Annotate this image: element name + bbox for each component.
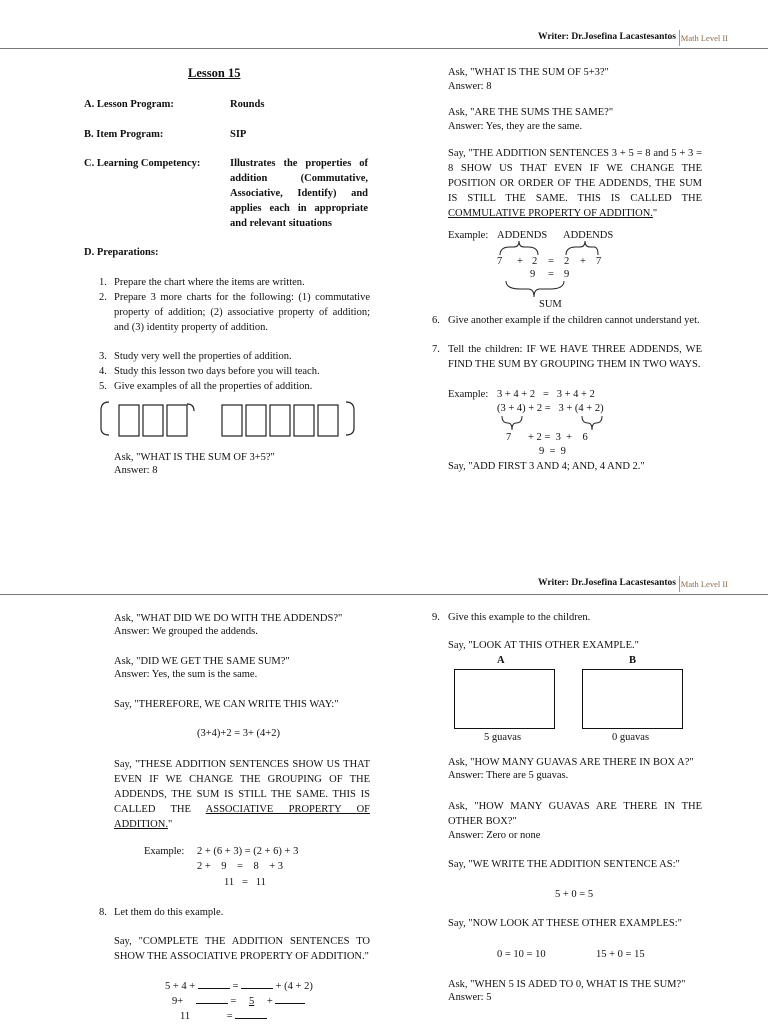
prep-num: 2.: [99, 292, 107, 303]
ask-sum-5-3: Ask, "WHAT IS THE SUM OF 5+3?": [448, 67, 609, 78]
writer-credit: Writer: Dr.Josefina Lacastesantos: [538, 32, 676, 42]
box-b: [582, 669, 683, 729]
level-label: Math Level II: [680, 579, 728, 589]
quote-end: ": [652, 208, 658, 219]
commutative-text: Say, "THE ADDITION SENTENCES 3 + 5 = 8 and 5 + 3 = 8 SHOW US THAT EVEN IF WE CHANGE THE POSITION OR ORDER OF THE ADDENDS, THE SUM IS STILL THE SAME. THIS IS CALLED THE: [448, 148, 702, 204]
item-7: Tell the children: IF WE HAVE THREE ADDENDS, WE FIND THE SUM BY GROUPING THEM IN TWO WAYS.: [448, 344, 702, 370]
assoc-formula: (3+4)+2 = 3+ (4+2): [197, 728, 280, 739]
prep-item: Study this lesson two days before you will teach.: [114, 366, 320, 377]
expr-term: 9: [564, 269, 570, 280]
example-label: Example:: [448, 230, 489, 241]
item-program-label: B. Item Program:: [84, 129, 164, 140]
item-num: 7.: [432, 344, 440, 355]
exercise-term: =: [232, 981, 239, 992]
prep-num: 1.: [99, 277, 107, 288]
addends-label: ADDENDS: [563, 230, 614, 241]
expr-term: 2: [564, 256, 570, 267]
prep-item: Give examples of all the properties of addition.: [114, 381, 313, 392]
addends-label: ADDENDS: [497, 230, 548, 241]
exercise-term: =: [230, 996, 237, 1007]
preparations-label: D. Preparations:: [84, 247, 159, 258]
prep-item: Prepare the chart where the items are written.: [114, 277, 305, 288]
expr-term: 7: [596, 256, 602, 267]
item-num: 6.: [432, 315, 440, 326]
ask-5-plus-0: Ask, "WHEN 5 IS ADED TO 0, WHAT IS THE SUM?": [448, 979, 686, 990]
blank-field[interactable]: [198, 978, 230, 989]
exercise-term: 9+: [172, 996, 184, 1007]
blank-field[interactable]: [196, 993, 228, 1004]
blank-field[interactable]: [235, 1008, 267, 1019]
expr-term: +: [580, 256, 586, 267]
exercise-line-2: [172, 993, 305, 1008]
lesson-program-value: Rounds: [230, 99, 265, 110]
example-label: Example:: [144, 846, 185, 857]
say-therefore: Say, "THEREFORE, WE CAN WRITE THIS WAY:": [114, 699, 339, 710]
ask-sum-3-5: Ask, "WHAT IS THE SUM OF 3+5?": [114, 452, 275, 463]
exercise-line-1: [165, 978, 313, 993]
expr-term: +: [517, 256, 523, 267]
example3-line-2: 2 + 9 = 8 + 3: [197, 861, 284, 872]
associative-text: Say, "THESE ADDITION SENTENCES SHOW US THAT EVEN IF WE CHANGE THE GROUPING OF THE ADDENDS, THE SUM IS STILL THE SAME. THIS IS CALLED THE: [114, 759, 370, 815]
writer-credit: Writer: Dr.Josefina Lacastesantos: [538, 578, 676, 588]
level-label: Math Level II: [680, 33, 728, 43]
answer-8: Answer: 8: [114, 465, 158, 476]
box-a: [454, 669, 555, 729]
exercise-given: 5: [248, 996, 255, 1007]
expr-term: 2: [532, 256, 538, 267]
prep-item: Study very well the properties of addition.: [114, 351, 292, 362]
answer-5: Answer: 5: [448, 992, 492, 1003]
expr-term: 9: [530, 269, 536, 280]
say-look: Say, "LOOK AT THIS OTHER EXAMPLE.": [448, 640, 639, 651]
associative-term: ASSOCIATIVE PROPERTY OF ADDITION.: [114, 804, 370, 830]
example3-line-3: 11 = 11: [224, 877, 266, 888]
assoc-line-2: (3 + 4) + 2 = 3 + (4 + 2): [497, 403, 604, 414]
exercise-term: 5 + 4 +: [165, 981, 196, 992]
prep-num: 5.: [99, 381, 107, 392]
item-num: 8.: [99, 907, 107, 918]
say-other-examples: Say, "NOW LOOK AT THESE OTHER EXAMPLES:": [448, 918, 682, 929]
item-program-value: SIP: [230, 129, 247, 140]
prep-num: 4.: [99, 366, 107, 377]
blank-field[interactable]: [275, 993, 305, 1004]
box-a-label: A: [497, 655, 505, 666]
exercise-term: + (4 + 2): [275, 981, 313, 992]
blank-field[interactable]: [241, 978, 273, 989]
assoc-line-1: 3 + 4 + 2 = 3 + 4 + 2: [497, 389, 595, 400]
quote-end: ": [167, 819, 173, 830]
lesson-title: Lesson 15: [188, 66, 241, 80]
equation-5-0: 5 + 0 = 5: [555, 889, 594, 900]
expr-term: 7: [497, 256, 503, 267]
say-write: Say, "WE WRITE THE ADDITION SENTENCE AS:": [448, 859, 680, 870]
example-label: Example:: [448, 389, 489, 400]
example3-line-1: 2 + (6 + 3) = (2 + 6) + 3: [197, 846, 299, 857]
answer-same: Answer: Yes, they are the same.: [448, 121, 583, 132]
ask-other-box: Ask, "HOW MANY GUAVAS ARE THERE IN THE OTHER BOX?": [448, 801, 702, 827]
item-num: 9.: [432, 612, 440, 623]
answer-8: Answer: 8: [448, 81, 492, 92]
expr-term: =: [548, 269, 554, 280]
equation-0-10: 0 = 10 = 10: [497, 949, 546, 960]
assoc-line-3a: 7: [506, 432, 512, 443]
exercise-line-3: [180, 1008, 267, 1023]
expr-term: =: [548, 256, 554, 267]
ask-same-sum: Ask, "DID WE GET THE SAME SUM?": [114, 656, 290, 667]
say-add-first: Say, "ADD FIRST 3 AND 4; AND, 4 AND 2.": [448, 461, 645, 472]
competency-value: Illustrates the properties of addition (Commutative, Associative, Identify) and applies each in appropriate and relevant situations: [230, 158, 368, 229]
ask-box-a: Ask, "HOW MANY GUAVAS ARE THERE IN BOX A?": [448, 757, 694, 768]
box-b-caption: 0 guavas: [612, 732, 650, 743]
associative-explanation: [114, 757, 370, 832]
prep-num: 3.: [99, 351, 107, 362]
commutative-term: COMMULATIVE PROPERTY OF ADDITION.: [448, 208, 653, 219]
lesson-program-label: A. Lesson Program:: [84, 99, 174, 110]
sum-label: SUM: [539, 299, 562, 310]
item-8: Let them do this example.: [114, 907, 224, 918]
assoc-line-3b: + 2 = 3 + 6: [528, 432, 588, 443]
prep-item: Prepare 3 more charts for the following: (1) commutative property of addition; (2) associative property of addition; and (3) identity property of addition.: [114, 292, 370, 333]
competency-label: C. Learning Competency:: [84, 158, 201, 169]
item-6: Give another example if the children cannot understand yet.: [448, 315, 700, 326]
box-a-caption: 5 guavas: [484, 732, 522, 743]
assoc-line-4: 9 = 9: [539, 446, 566, 457]
exercise-term: =: [226, 1011, 233, 1022]
say-complete: Say, "COMPLETE THE ADDITION SENTENCES TO SHOW THE ASSOCIATIVE PROPERTY OF ADDITION.": [114, 936, 370, 962]
exercise-term: 11: [180, 1011, 191, 1022]
answer-5-guavas: Answer: There are 5 guavas.: [448, 770, 569, 781]
box-b-label: B: [629, 655, 637, 666]
page-header: [0, 574, 768, 595]
answer-zero: Answer: Zero or none: [448, 830, 541, 841]
answer-grouped: Answer: We grouped the addends.: [114, 626, 258, 637]
equation-15-0: 15 + 0 = 15: [596, 949, 645, 960]
ask-addends: Ask, "WHAT DID WE DO WITH THE ADDENDS?": [114, 613, 343, 624]
item-9: Give this example to the children.: [448, 612, 591, 623]
ask-same-sums: Ask, "ARE THE SUMS THE SAME?": [448, 107, 614, 118]
answer-same-sum: Answer: Yes, the sum is the same.: [114, 669, 258, 680]
exercise-term: +: [266, 996, 273, 1007]
